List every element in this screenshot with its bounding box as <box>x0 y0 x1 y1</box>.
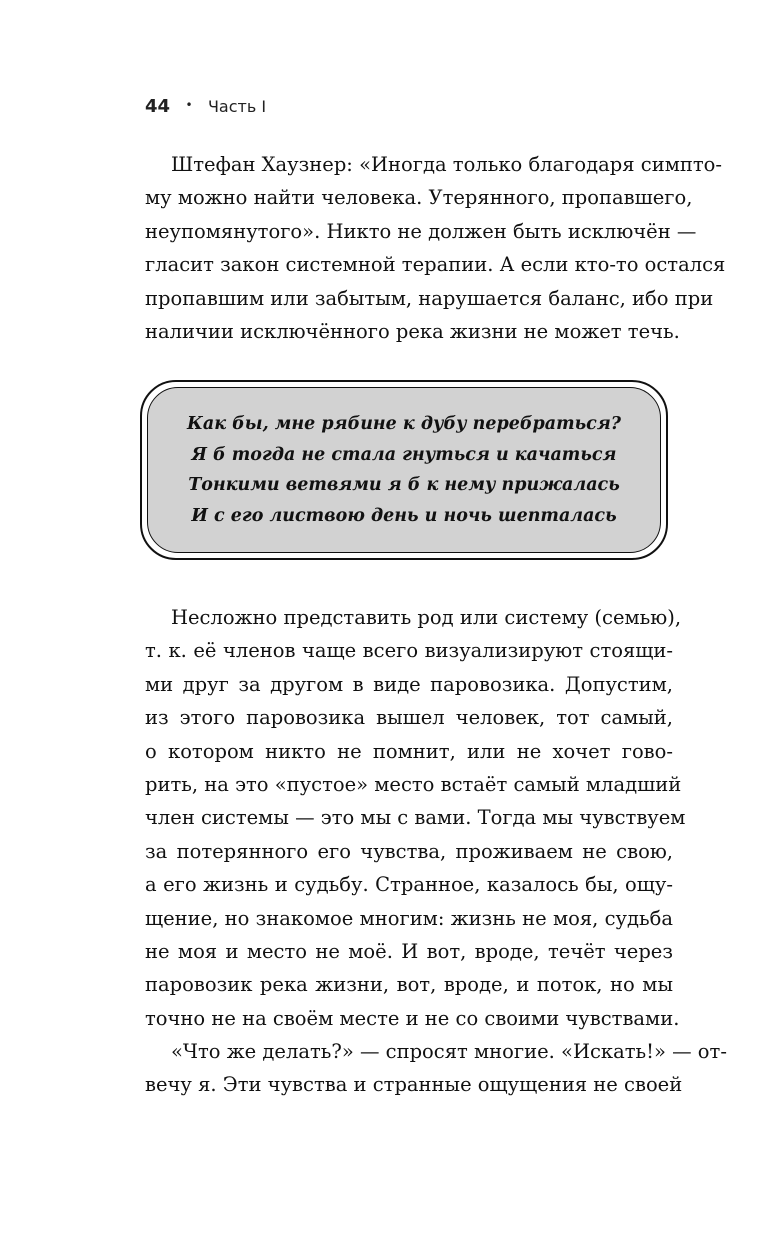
paragraph-line: гласит закон системной терапии. А если кто-то остался <box>145 253 726 277</box>
poem-line: И с его листвою день и ночь шепталась <box>191 505 617 526</box>
paragraph-line: Несложно представить род или систему (семью), <box>171 606 682 629</box>
paragraph-line: рить, на это «пустое» место встаёт самый младший <box>145 772 682 796</box>
poem-line: Я б тогда не стала гнуться и качаться <box>191 444 617 465</box>
running-header <box>145 96 266 117</box>
poem-line: Как бы, мне рябине к дубу перебраться? <box>186 414 622 434</box>
paragraph-line: паровозик река жизни, вот, вроде, и поток, но мы <box>145 973 673 997</box>
paragraph-line: т. к. её членов чаще всего визуализируют стоящи- <box>145 639 673 663</box>
paragraph-line: щение, но знакомое многим: жизнь не моя, судьба <box>145 906 673 930</box>
paragraph-line: за потерянного его чувства, проживаем не свою, <box>145 839 673 863</box>
paragraph-line: «Что же делать?» — спросят многие. «Искать!» — от- <box>171 1040 727 1064</box>
paragraph-line: Штефан Хаузнер: «Иногда только благодаря симпто- <box>171 153 722 176</box>
poem-callout-inner <box>147 387 661 553</box>
part-title: Часть I <box>207 97 267 116</box>
paragraph-line: не моя и место не моё. И вот, вроде, течёт через <box>145 939 673 963</box>
poem-line: Тонкими ветвями я б к нему прижалась <box>188 475 620 495</box>
paragraph-line: о котором никто не помнит, или не хочет гово- <box>145 739 673 763</box>
paragraph-line: из этого паровозика вышел человек, тот самый, <box>145 706 673 730</box>
paragraph-2 <box>145 601 727 1102</box>
paragraph-line: пропавшим или забытым, нарушается баланс, ибо при <box>145 286 714 310</box>
poem-callout-box <box>140 380 668 560</box>
header-separator-bullet: • <box>185 98 193 112</box>
paragraph-line: а его жизнь и судьбу. Странное, казалось бы, ощу- <box>145 873 673 897</box>
page-number: 44 <box>145 96 171 117</box>
paragraph-line: му можно найти человека. Утерянного, пропавшего, <box>145 186 693 210</box>
paragraph-line: наличии исключённого река жизни не может течь. <box>145 319 680 343</box>
paragraph-1 <box>145 148 726 348</box>
paragraph-line: вечу я. Эти чувства и странные ощущения не своей <box>145 1073 683 1097</box>
paragraph-line: член системы — это мы с вами. Тогда мы чувствуем <box>145 806 686 830</box>
paragraph-line: ми друг за другом в виде паровозика. Допустим, <box>145 672 673 696</box>
paragraph-line: неупомянутого». Никто не должен быть исключён — <box>145 219 697 243</box>
paragraph-line: точно не на своём месте и не со своими чувствами. <box>145 1006 680 1030</box>
